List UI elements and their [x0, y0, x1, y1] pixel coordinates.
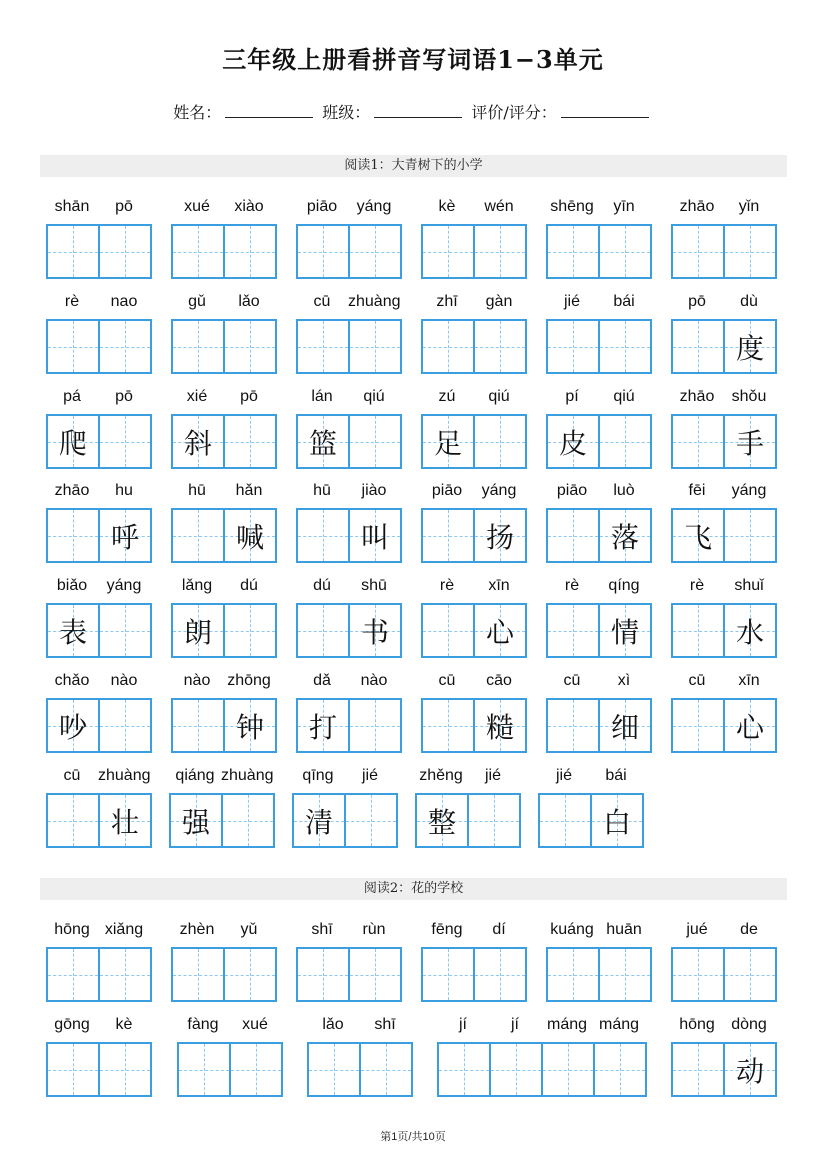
pinyin-syllable: xīn [488, 577, 510, 594]
given-character: 清 [304, 805, 333, 839]
pinyin-syllable: dú [240, 577, 258, 594]
writing-grid-cell[interactable] [348, 414, 402, 469]
pinyin-syllable: kè [115, 1016, 133, 1033]
writing-grid-cell[interactable] [671, 1042, 725, 1097]
pinyin-syllable: nào [110, 672, 138, 689]
pinyin-syllable: rè [64, 293, 80, 310]
class-blank[interactable] [374, 105, 462, 118]
given-character: 心 [735, 710, 764, 744]
writing-grid-cell[interactable] [169, 793, 223, 848]
pinyin-syllable: shǒu [731, 388, 767, 405]
pinyin-syllable: xiào [234, 198, 264, 215]
writing-grid-cell[interactable] [723, 947, 777, 1002]
writing-grid-cell[interactable] [421, 508, 475, 563]
pinyin-syllable: hōng [679, 1016, 715, 1033]
pinyin-syllable: xué [184, 198, 210, 215]
given-character: 斜 [183, 426, 212, 460]
writing-grid-cell[interactable] [421, 319, 475, 374]
writing-grid-cell[interactable] [473, 698, 527, 753]
writing-grid-cell[interactable] [421, 224, 475, 279]
writing-grid-cell[interactable] [46, 508, 100, 563]
writing-grid-cell[interactable] [473, 224, 527, 279]
given-character: 糙 [485, 710, 514, 744]
pinyin-syllable: bái [605, 767, 627, 784]
given-character: 整 [427, 805, 456, 839]
given-character: 强 [181, 805, 210, 839]
writing-grid-cell[interactable] [223, 508, 277, 563]
given-character: 扬 [485, 520, 514, 554]
writing-grid-cell[interactable] [46, 603, 100, 658]
given-character: 心 [485, 615, 514, 649]
given-character: 书 [360, 615, 389, 649]
pinyin-syllable: rè [439, 577, 455, 594]
pinyin-syllable: rè [564, 577, 580, 594]
pinyin-syllable: chǎo [54, 672, 90, 689]
writing-grid-cell[interactable] [421, 414, 475, 469]
pinyin-syllable: zhāo [679, 388, 715, 405]
writing-grid-cell[interactable] [296, 947, 350, 1002]
pinyin-syllable: zhuàng [348, 293, 401, 310]
writing-grid-cell[interactable] [296, 603, 350, 658]
pinyin-syllable: máng [546, 1016, 588, 1033]
pinyin-syllable: zhuàng [221, 767, 274, 784]
pinyin-syllable: yáng [481, 482, 517, 499]
student-info-line [0, 100, 826, 123]
given-character: 动 [735, 1054, 764, 1088]
writing-grid-cell[interactable] [171, 319, 225, 374]
pinyin-syllable: luò [613, 482, 635, 499]
section-header: 阅读2：花的学校 [40, 878, 787, 900]
writing-grid-cell[interactable] [296, 319, 350, 374]
writing-grid-cell[interactable] [229, 1042, 283, 1097]
writing-grid-cell[interactable] [473, 603, 527, 658]
pinyin-syllable: shū [361, 577, 387, 594]
writing-grid-cell[interactable] [223, 224, 277, 279]
writing-grid-cell[interactable] [546, 508, 600, 563]
pinyin-syllable: yǐn [738, 198, 760, 215]
writing-grid-cell[interactable] [473, 947, 527, 1002]
pinyin-syllable: pō [115, 388, 133, 405]
pinyin-syllable: jí [459, 1016, 467, 1033]
given-character: 表 [58, 615, 87, 649]
writing-grid-cell[interactable] [98, 508, 152, 563]
writing-grid-cell[interactable] [538, 793, 592, 848]
pinyin-syllable: fàng [187, 1016, 219, 1033]
pinyin-syllable: kuáng [550, 921, 594, 938]
given-character: 爬 [58, 426, 87, 460]
writing-grid-cell[interactable] [489, 1042, 543, 1097]
writing-grid-cell[interactable] [598, 508, 652, 563]
writing-grid-cell[interactable] [171, 698, 225, 753]
pinyin-syllable: de [740, 921, 758, 938]
pinyin-syllable: pō [688, 293, 706, 310]
pinyin-syllable: qiú [488, 388, 510, 405]
given-character: 落 [610, 520, 639, 554]
pinyin-syllable: xì [617, 672, 631, 689]
pinyin-syllable: zú [438, 388, 456, 405]
pinyin-syllable: piāo [306, 198, 338, 215]
writing-grid-cell[interactable] [223, 698, 277, 753]
pinyin-syllable: biǎo [56, 577, 88, 594]
writing-grid-cell[interactable] [415, 793, 469, 848]
given-character: 飞 [683, 520, 712, 554]
pinyin-syllable: yáng [356, 198, 392, 215]
pinyin-syllable: dú [313, 577, 331, 594]
pinyin-syllable: cū [688, 672, 706, 689]
writing-grid-cell[interactable] [348, 698, 402, 753]
writing-grid-cell[interactable] [671, 319, 725, 374]
pinyin-syllable: dǎ [313, 672, 331, 689]
pinyin-syllable: xué [242, 1016, 268, 1033]
writing-grid-cell[interactable] [546, 603, 600, 658]
writing-grid-cell[interactable] [359, 1042, 413, 1097]
pinyin-syllable: shēng [550, 198, 594, 215]
writing-grid-cell[interactable] [593, 1042, 647, 1097]
page-title: 三年级上册看拼音写词语1−3单元 [222, 45, 604, 74]
pinyin-syllable: qiú [363, 388, 385, 405]
pinyin-syllable: wén [484, 198, 514, 215]
pinyin-syllable: jué [686, 921, 708, 938]
writing-grid-cell[interactable] [421, 947, 475, 1002]
writing-grid-cell[interactable] [598, 319, 652, 374]
pinyin-syllable: shī [311, 921, 333, 938]
given-character: 细 [610, 710, 639, 744]
pinyin-syllable: lǎo [238, 293, 260, 310]
pinyin-syllable: jiào [361, 482, 387, 499]
writing-grid-cell[interactable] [473, 319, 527, 374]
writing-grid-cell[interactable] [348, 603, 402, 658]
writing-grid-cell[interactable] [348, 319, 402, 374]
writing-grid-cell[interactable] [723, 319, 777, 374]
pinyin-syllable: qiáng [175, 767, 215, 784]
given-character: 白 [602, 805, 631, 839]
writing-grid-cell[interactable] [348, 224, 402, 279]
writing-grid-cell[interactable] [546, 947, 600, 1002]
given-character: 度 [735, 331, 764, 365]
pinyin-syllable: pá [63, 388, 81, 405]
writing-grid-cell[interactable] [46, 319, 100, 374]
writing-grid-cell[interactable] [546, 319, 600, 374]
given-character: 皮 [558, 426, 587, 460]
given-character: 喊 [235, 520, 264, 554]
writing-grid-cell[interactable] [723, 603, 777, 658]
pinyin-syllable: pō [115, 198, 133, 215]
writing-grid-cell[interactable] [671, 698, 725, 753]
writing-grid-cell[interactable] [671, 224, 725, 279]
pinyin-syllable: piāo [431, 482, 463, 499]
writing-grid-cell[interactable] [473, 508, 527, 563]
writing-grid-cell[interactable] [98, 698, 152, 753]
pinyin-syllable: lán [311, 388, 333, 405]
given-character: 壮 [110, 805, 139, 839]
writing-grid-cell[interactable] [546, 698, 600, 753]
pinyin-syllable: nào [183, 672, 211, 689]
writing-grid-cell[interactable] [98, 793, 152, 848]
pinyin-syllable: fēi [688, 482, 706, 499]
writing-grid-cell[interactable] [171, 603, 225, 658]
writing-grid-cell[interactable] [221, 793, 275, 848]
pinyin-syllable: kè [438, 198, 456, 215]
pinyin-syllable: xīn [738, 672, 760, 689]
pinyin-syllable: zhěng [419, 767, 463, 784]
writing-grid-cell[interactable] [546, 224, 600, 279]
pinyin-syllable: piāo [556, 482, 588, 499]
pinyin-syllable: hǎn [235, 482, 263, 499]
pinyin-syllable: fēng [431, 921, 463, 938]
pinyin-syllable: zhuàng [98, 767, 151, 784]
pinyin-syllable: cū [563, 672, 581, 689]
pinyin-syllable: pí [565, 388, 579, 405]
pinyin-syllable: hū [313, 482, 331, 499]
pinyin-syllable: dù [740, 293, 758, 310]
pinyin-syllable: yáng [106, 577, 142, 594]
given-character: 吵 [58, 710, 87, 744]
pinyin-syllable: lǎo [322, 1016, 344, 1033]
writing-grid-cell[interactable] [307, 1042, 361, 1097]
pinyin-syllable: cū [63, 767, 81, 784]
writing-grid-cell[interactable] [598, 947, 652, 1002]
writing-grid-cell[interactable] [171, 947, 225, 1002]
pinyin-syllable: pō [240, 388, 258, 405]
writing-grid-cell[interactable] [598, 414, 652, 469]
class-label: 班级： [322, 103, 371, 122]
given-character: 情 [610, 615, 639, 649]
writing-grid-cell[interactable] [98, 947, 152, 1002]
writing-grid-cell[interactable] [46, 698, 100, 753]
writing-grid-cell[interactable] [344, 793, 398, 848]
writing-grid-cell[interactable] [171, 414, 225, 469]
pinyin-syllable: jié [484, 767, 501, 784]
writing-grid-cell[interactable] [541, 1042, 595, 1097]
writing-grid-cell[interactable] [421, 603, 475, 658]
given-character: 钟 [235, 710, 264, 744]
section-header: 阅读1：大青树下的小学 [40, 155, 787, 177]
pinyin-syllable: hu [115, 482, 133, 499]
writing-grid-cell[interactable] [671, 414, 725, 469]
writing-grid-cell[interactable] [467, 793, 521, 848]
score-blank[interactable] [561, 105, 649, 118]
writing-grid-cell[interactable] [223, 603, 277, 658]
writing-grid-cell[interactable] [171, 224, 225, 279]
pinyin-syllable: shuǐ [734, 577, 764, 594]
given-character: 呼 [110, 520, 139, 554]
given-character: 打 [308, 710, 337, 744]
writing-grid-cell[interactable] [46, 224, 100, 279]
pinyin-syllable: qíng [608, 577, 640, 594]
writing-grid-cell[interactable] [598, 224, 652, 279]
page-footer: 第1页/共10页 [380, 1131, 446, 1143]
writing-grid-cell[interactable] [296, 508, 350, 563]
writing-grid-cell[interactable] [292, 793, 346, 848]
writing-grid-cell[interactable] [671, 947, 725, 1002]
pinyin-syllable: zhī [436, 293, 458, 310]
given-character: 水 [735, 615, 764, 649]
pinyin-syllable: bái [613, 293, 635, 310]
pinyin-syllable: yáng [731, 482, 767, 499]
pinyin-syllable: rùn [362, 921, 386, 938]
writing-grid-cell[interactable] [437, 1042, 491, 1097]
pinyin-syllable: qīng [302, 767, 334, 784]
writing-grid-cell[interactable] [46, 414, 100, 469]
writing-grid-cell[interactable] [98, 319, 152, 374]
pinyin-syllable: xiǎng [104, 921, 144, 938]
writing-grid-cell[interactable] [223, 947, 277, 1002]
pinyin-syllable: jí [511, 1016, 519, 1033]
pinyin-syllable: gǔ [188, 293, 206, 310]
writing-grid-cell[interactable] [723, 1042, 777, 1097]
pinyin-syllable: zhāo [54, 482, 90, 499]
pinyin-syllable: hū [188, 482, 206, 499]
pinyin-syllable: jié [555, 767, 572, 784]
writing-grid-cell[interactable] [98, 224, 152, 279]
pinyin-syllable: nao [110, 293, 138, 310]
writing-grid-cell[interactable] [723, 224, 777, 279]
writing-grid-cell[interactable] [348, 947, 402, 1002]
writing-grid-cell[interactable] [723, 414, 777, 469]
pinyin-syllable: jié [361, 767, 378, 784]
pinyin-syllable: cū [313, 293, 331, 310]
pinyin-syllable: jié [563, 293, 580, 310]
writing-grid-cell[interactable] [590, 793, 644, 848]
name-blank[interactable] [225, 105, 313, 118]
writing-grid-cell[interactable] [598, 603, 652, 658]
pinyin-syllable: gàn [485, 293, 513, 310]
pinyin-syllable: máng [598, 1016, 640, 1033]
given-character: 朗 [183, 615, 212, 649]
writing-grid-cell[interactable] [98, 1042, 152, 1097]
writing-grid-cell[interactable] [546, 414, 600, 469]
writing-grid-cell[interactable] [671, 603, 725, 658]
writing-grid-cell[interactable] [98, 603, 152, 658]
pinyin-syllable: cū [438, 672, 456, 689]
writing-grid-cell[interactable] [723, 698, 777, 753]
pinyin-syllable: zhāo [679, 198, 715, 215]
writing-grid-cell[interactable] [171, 508, 225, 563]
writing-grid-cell[interactable] [348, 508, 402, 563]
writing-grid-cell[interactable] [223, 319, 277, 374]
pinyin-syllable: dí [492, 921, 506, 938]
writing-grid-cell[interactable] [296, 414, 350, 469]
pinyin-syllable: qiú [613, 388, 635, 405]
pinyin-syllable: rè [689, 577, 705, 594]
pinyin-syllable: cāo [486, 672, 512, 689]
writing-grid-cell[interactable] [671, 508, 725, 563]
pinyin-syllable: dòng [731, 1016, 767, 1033]
writing-grid-cell[interactable] [46, 947, 100, 1002]
pinyin-syllable: xié [186, 388, 208, 405]
writing-grid-cell[interactable] [473, 414, 527, 469]
writing-grid-cell[interactable] [46, 1042, 100, 1097]
name-label: 姓名： [173, 103, 222, 122]
pinyin-syllable: shān [54, 198, 90, 215]
writing-grid-cell[interactable] [98, 414, 152, 469]
pinyin-syllable: gōng [54, 1016, 90, 1033]
pinyin-syllable: zhōng [227, 672, 271, 689]
writing-grid-cell[interactable] [46, 793, 100, 848]
writing-grid-cell[interactable] [421, 698, 475, 753]
pinyin-syllable: huān [606, 921, 642, 938]
writing-grid-cell[interactable] [296, 698, 350, 753]
writing-grid-cell[interactable] [598, 698, 652, 753]
pinyin-syllable: nào [360, 672, 388, 689]
score-label: 评价/评分： [471, 103, 557, 122]
pinyin-syllable: zhèn [179, 921, 215, 938]
pinyin-syllable: yīn [613, 198, 635, 215]
given-character: 篮 [308, 426, 337, 460]
writing-grid-cell[interactable] [177, 1042, 231, 1097]
writing-grid-cell[interactable] [296, 224, 350, 279]
given-character: 手 [735, 426, 764, 460]
given-character: 足 [433, 426, 462, 460]
pinyin-syllable: shī [374, 1016, 396, 1033]
given-character: 叫 [360, 520, 389, 554]
writing-grid-cell[interactable] [723, 508, 777, 563]
pinyin-syllable: hōng [54, 921, 90, 938]
pinyin-syllable: yǔ [240, 921, 258, 938]
pinyin-syllable: lǎng [181, 577, 213, 594]
writing-grid-cell[interactable] [223, 414, 277, 469]
